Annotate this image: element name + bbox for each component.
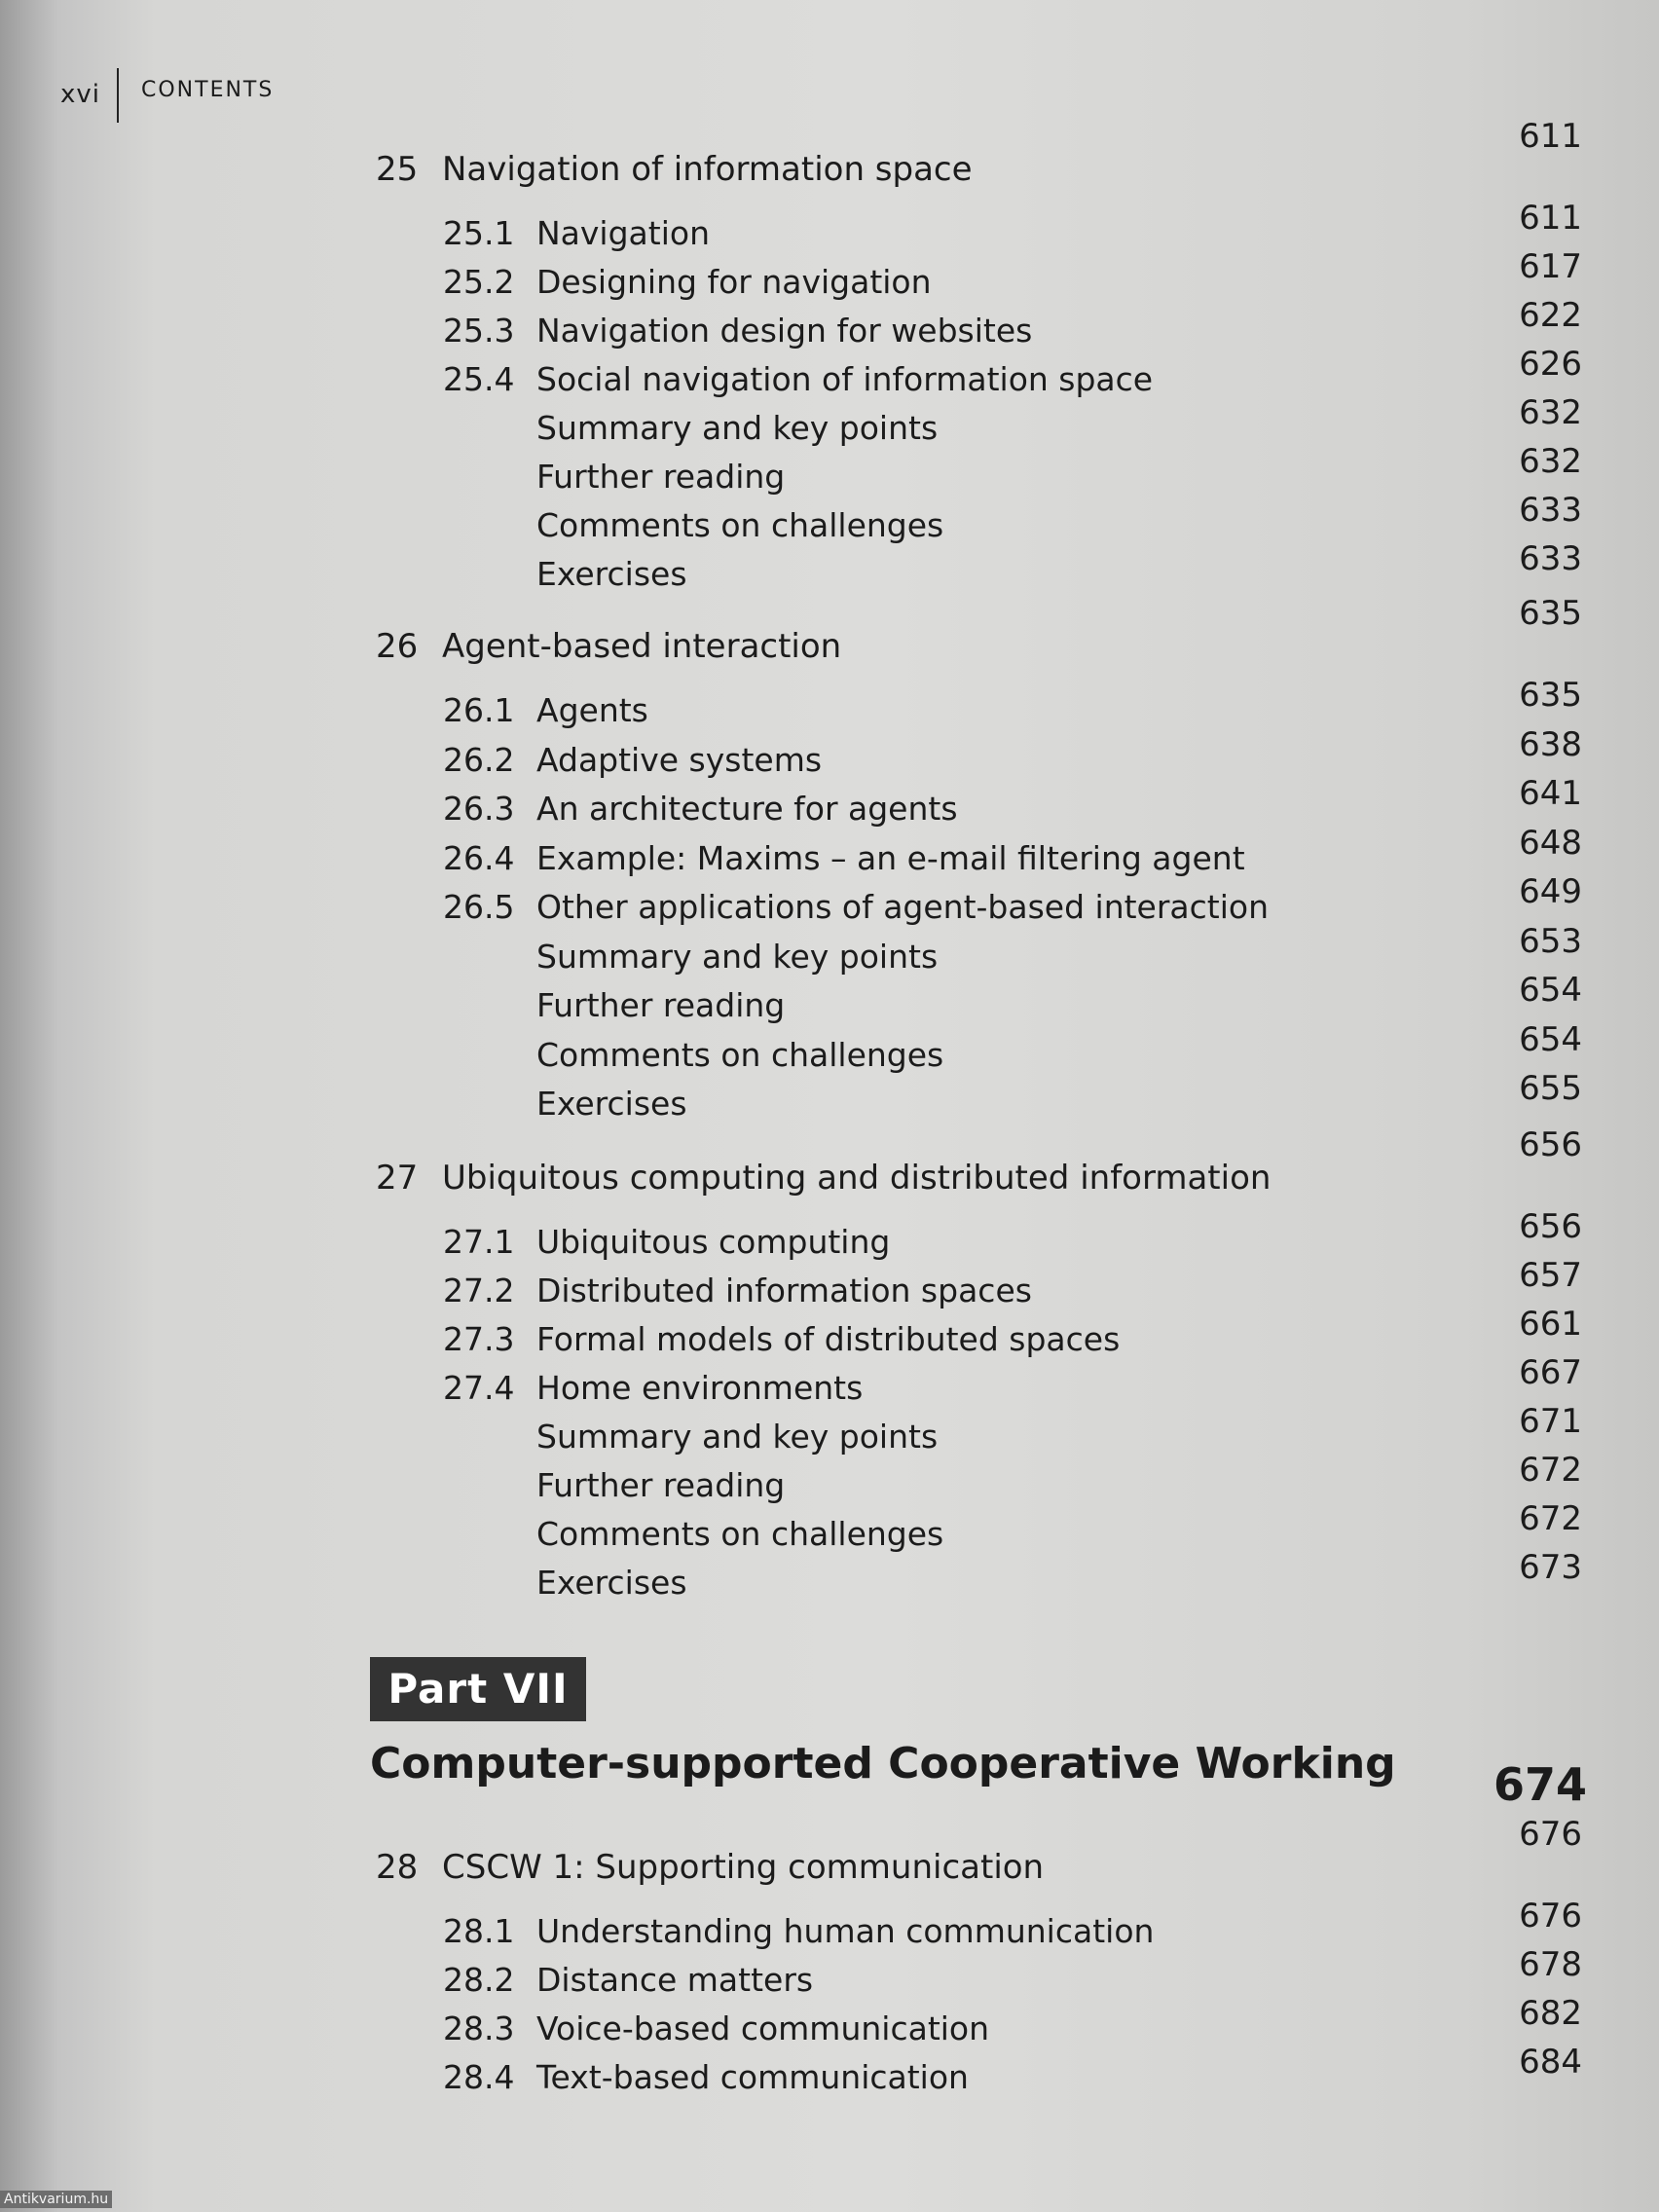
page-number: 671	[1519, 1402, 1582, 1441]
page-number: 633	[1519, 539, 1582, 578]
section-entry	[443, 790, 958, 828]
section-title: Exercises	[536, 555, 687, 593]
chapter-title: Agent-based interaction	[442, 627, 842, 666]
chapter-number: 26	[376, 627, 419, 666]
chapter-title: CSCW 1: Supporting communication	[442, 1848, 1045, 1887]
page-number: 635	[1519, 676, 1582, 715]
page-number: 672	[1519, 1499, 1582, 1538]
page-number: 622	[1519, 296, 1582, 335]
page-number: 672	[1519, 1451, 1582, 1490]
page-folio: xvi	[60, 80, 100, 109]
section-title: An architecture for agents	[536, 790, 958, 828]
section-title: Text-based communication	[536, 2058, 969, 2096]
section-title: Distance matters	[536, 1961, 814, 1999]
section-entry	[443, 986, 785, 1024]
chapter-entry	[376, 627, 841, 666]
section-entry	[443, 1912, 1154, 1950]
chapter-title: Navigation of information space	[442, 150, 973, 189]
section-entry	[443, 360, 1153, 398]
section-number: 28.4	[443, 2058, 515, 2096]
section-entry	[443, 555, 687, 593]
section-entry	[443, 1320, 1120, 1358]
header-divider	[117, 68, 119, 123]
section-number: 26.2	[443, 740, 515, 779]
section-entry	[443, 214, 710, 252]
section-entry	[443, 1085, 687, 1123]
section-number: 25.1	[443, 214, 515, 252]
page-number: 673	[1519, 1548, 1582, 1587]
section-entry	[443, 1036, 943, 1074]
section-title: Formal models of distributed spaces	[536, 1320, 1121, 1358]
section-title: Agents	[536, 691, 648, 729]
section-title: Exercises	[536, 1085, 687, 1123]
chapter-number: 25	[376, 150, 419, 189]
section-title: Summary and key points	[536, 937, 939, 976]
section-number: 28.3	[443, 2009, 515, 2047]
section-entry	[443, 938, 938, 976]
section-title: Other applications of agent-based interaction	[536, 888, 1270, 926]
section-title: Further reading	[536, 458, 786, 496]
section-number: 27.1	[443, 1223, 515, 1261]
section-title: Summary and key points	[536, 1418, 939, 1456]
page-number: 649	[1519, 872, 1582, 911]
section-number: 27.4	[443, 1369, 515, 1407]
page-number: 632	[1519, 393, 1582, 432]
page-number: 654	[1519, 1019, 1582, 1059]
chapter-number: 28	[376, 1848, 419, 1887]
section-title: Navigation design for websites	[536, 312, 1033, 350]
section-entry	[443, 458, 785, 496]
part-label: Part VII	[370, 1657, 586, 1721]
section-entry	[443, 1369, 863, 1407]
section-title: Social navigation of information space	[536, 360, 1154, 398]
section-entry	[443, 1418, 938, 1456]
section-number: 27.2	[443, 1272, 515, 1309]
page-number: 656	[1519, 1207, 1582, 1246]
section-title: Adaptive systems	[536, 740, 823, 779]
section-title: Voice-based communication	[536, 2009, 990, 2047]
section-entry	[443, 1961, 813, 1999]
section-title: Comments on challenges	[536, 1515, 944, 1553]
section-number: 26.3	[443, 790, 515, 828]
section-number: 25.4	[443, 360, 515, 398]
section-title: Example: Maxims – an e-mail filtering agent	[536, 838, 1245, 877]
section-entry	[443, 312, 1032, 350]
section-number: 25.2	[443, 263, 515, 301]
page-number: 611	[1519, 117, 1582, 156]
page-number: 611	[1519, 199, 1582, 238]
section-entry	[443, 1223, 890, 1261]
section-entry	[443, 1515, 943, 1553]
part-page-number: 674	[1493, 1758, 1587, 1811]
section-entry	[443, 1564, 687, 1602]
section-entry	[443, 263, 932, 301]
section-entry	[443, 1466, 785, 1504]
part-title: Computer-supported Cooperative Working	[370, 1739, 1396, 1788]
section-title: Comments on challenges	[536, 506, 944, 544]
section-entry	[443, 888, 1269, 926]
chapter-entry	[376, 1159, 1271, 1198]
section-title: Distributed information spaces	[536, 1272, 1032, 1309]
page-number: 676	[1519, 1897, 1582, 1936]
page-number: 657	[1519, 1256, 1582, 1295]
section-title: Understanding human communication	[536, 1912, 1155, 1950]
page-number: 633	[1519, 491, 1582, 530]
page-number: 632	[1519, 442, 1582, 481]
chapter-entry	[376, 1848, 1044, 1887]
section-entry	[443, 691, 648, 729]
section-title: Further reading	[536, 1466, 786, 1504]
section-title: Designing for navigation	[536, 263, 932, 301]
section-title: Further reading	[536, 986, 786, 1024]
page-number: 661	[1519, 1305, 1582, 1344]
section-title: Ubiquitous computing	[536, 1223, 891, 1261]
page-number: 678	[1519, 1945, 1582, 1984]
section-title: Exercises	[536, 1564, 687, 1602]
section-number: 28.1	[443, 1912, 515, 1950]
section-number: 28.2	[443, 1961, 515, 1999]
running-header: CONTENTS	[141, 78, 275, 102]
chapter-entry	[376, 150, 973, 189]
section-number: 25.3	[443, 312, 515, 350]
page-number: 617	[1519, 247, 1582, 286]
page-number: 667	[1519, 1353, 1582, 1392]
section-entry	[443, 839, 1245, 877]
chapter-title: Ubiquitous computing and distributed information	[442, 1159, 1272, 1198]
page-number: 682	[1519, 1994, 1582, 2033]
page-number: 684	[1519, 2043, 1582, 2082]
section-title: Home environments	[536, 1369, 864, 1407]
section-title: Comments on challenges	[536, 1035, 944, 1074]
page-number: 638	[1519, 724, 1582, 764]
page-number: 653	[1519, 921, 1582, 961]
section-number: 26.4	[443, 838, 515, 877]
page-number: 656	[1519, 1125, 1582, 1164]
section-title: Navigation	[536, 214, 710, 252]
section-number: 27.3	[443, 1320, 515, 1358]
section-title: Summary and key points	[536, 409, 939, 447]
section-number: 26.1	[443, 691, 515, 729]
section-entry	[443, 741, 822, 779]
section-entry	[443, 1272, 1032, 1309]
section-entry	[443, 506, 943, 544]
chapter-number: 27	[376, 1159, 419, 1198]
page-number: 626	[1519, 345, 1582, 384]
page-number: 655	[1519, 1069, 1582, 1108]
section-number: 26.5	[443, 888, 515, 926]
page-number: 654	[1519, 971, 1582, 1010]
page-number: 641	[1519, 774, 1582, 813]
watermark: Antikvarium.hu	[0, 2191, 112, 2208]
page-number: 635	[1519, 594, 1582, 633]
section-entry	[443, 2058, 969, 2096]
section-entry	[443, 409, 938, 447]
page-number: 676	[1519, 1815, 1582, 1854]
page-number: 648	[1519, 823, 1582, 863]
section-entry	[443, 2009, 989, 2047]
